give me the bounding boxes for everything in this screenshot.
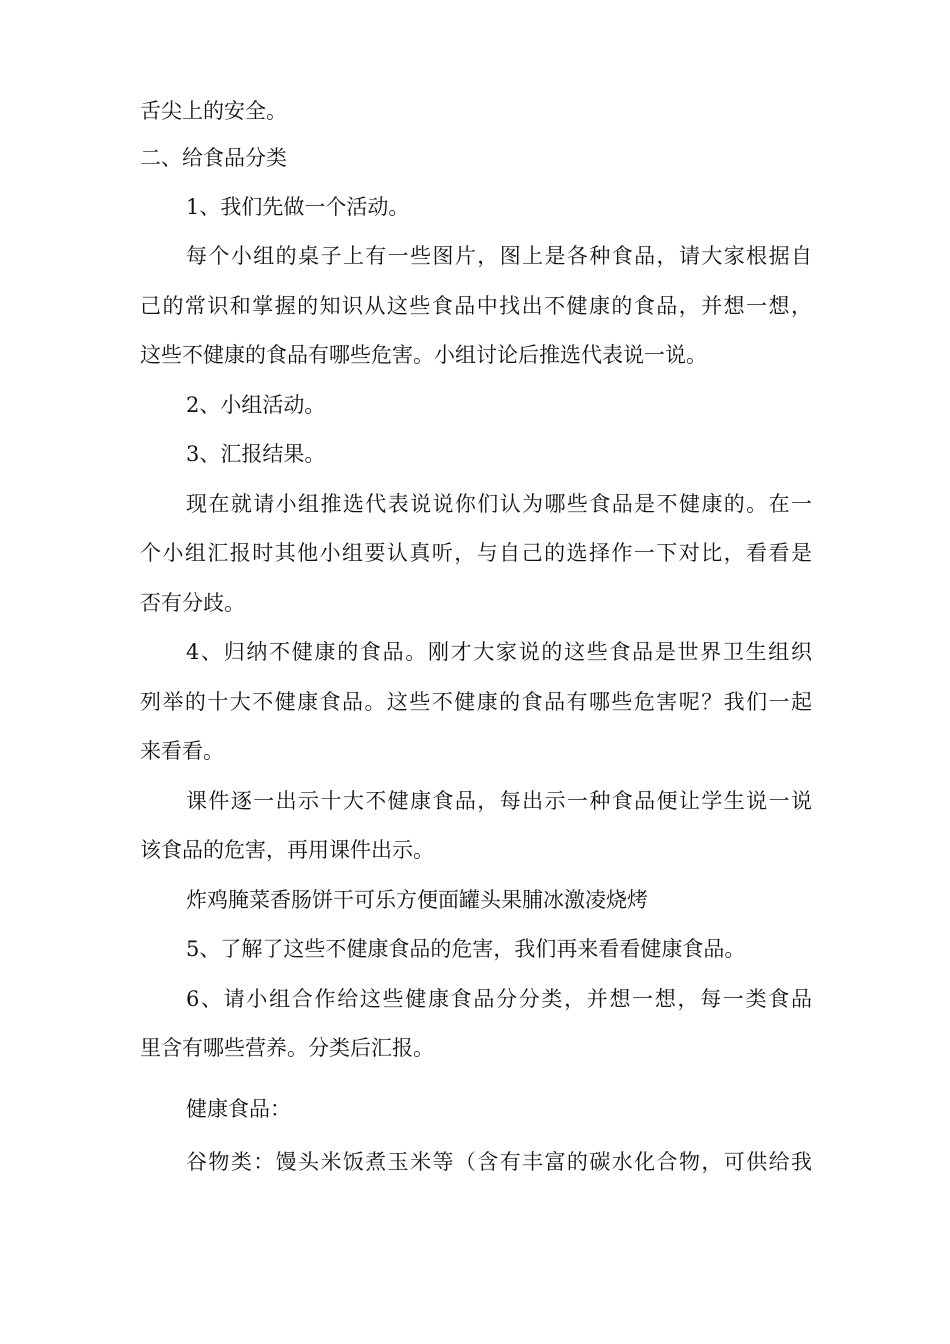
text-line-5: 己的常识和掌握的知识从这些食品中找出不健康的食品，并想一想， — [140, 294, 812, 318]
text-line-12: 4、归纳不健康的食品。刚才大家说的这些食品是世界卫生组织 — [186, 640, 812, 664]
unhealthy-food-list: 炸鸡腌菜香肠饼干可乐方便面罐头果脯冰激凌烧烤 — [186, 888, 648, 912]
text-line-6: 这些不健康的食品有哪些危害。小组讨论后推选代表说一说。 — [140, 343, 707, 367]
text-line-4: 每个小组的桌子上有一些图片，图上是各种食品，请大家根据自 — [186, 244, 812, 268]
text-line-9: 现在就请小组推选代表说说你们认为哪些食品是不健康的。在一 — [186, 492, 812, 516]
text-line-18: 5、了解了这些不健康食品的危害，我们再来看看健康食品。 — [186, 937, 746, 961]
text-line-11: 否有分歧。 — [140, 591, 245, 615]
healthy-food-heading: 健康食品： — [186, 1097, 291, 1121]
text-line-7: 2、小组活动。 — [186, 393, 326, 417]
text-line-13: 列举的十大不健康食品。这些不健康的食品有哪些危害呢？我们一起 — [140, 690, 812, 714]
text-line-8: 3、汇报结果。 — [186, 442, 326, 466]
text-line-3: 1、我们先做一个活动。 — [186, 195, 410, 219]
text-line-22: 谷物类：馒头米饭煮玉米等（含有丰富的碳水化合物，可供给我 — [186, 1150, 812, 1174]
section-heading: 二、给食品分类 — [140, 146, 287, 170]
text-line-16: 该食品的危害，再用课件出示。 — [140, 838, 434, 862]
text-line-15: 课件逐一出示十大不健康食品，每出示一种食品便让学生说一说 — [186, 789, 812, 813]
text-line-10: 个小组汇报时其他小组要认真听，与自己的选择作一下对比，看看是 — [140, 541, 812, 565]
text-line-14: 来看看。 — [140, 739, 224, 763]
text-line-20: 里含有哪些营养。分类后汇报。 — [140, 1036, 434, 1060]
text-line-19: 6、请小组合作给这些健康食品分分类，并想一想，每一类食品 — [186, 987, 812, 1011]
text-line-1: 舌尖上的安全。 — [140, 99, 287, 123]
